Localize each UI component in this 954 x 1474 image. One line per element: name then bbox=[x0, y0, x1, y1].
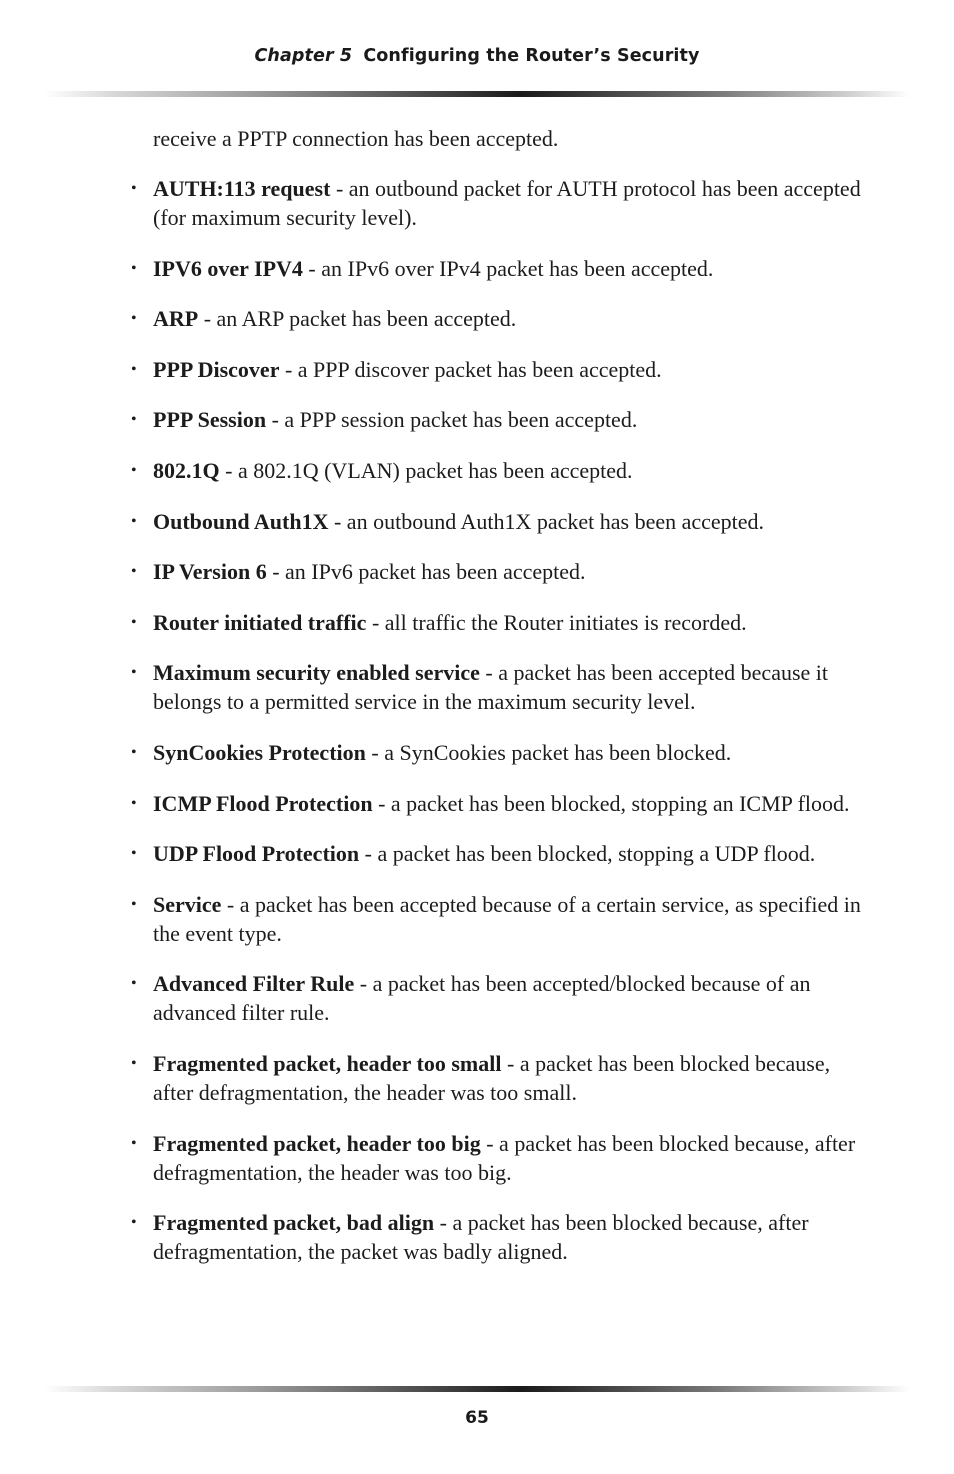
list-item bbox=[153, 789, 873, 818]
item-description: - a PPP discover packet has been accepted. bbox=[279, 356, 662, 382]
item-term: ICMP Flood Protection bbox=[153, 790, 373, 816]
intro-paragraph: receive a PPTP connection has been accepted. bbox=[153, 126, 559, 151]
running-header bbox=[0, 46, 954, 66]
item-term: AUTH:113 request bbox=[153, 176, 331, 201]
item-term: SynCookies Protection bbox=[153, 739, 366, 765]
item-term: UDP Flood Protection bbox=[153, 841, 360, 867]
list-item bbox=[153, 738, 873, 767]
item-description: - a packet has been blocked because, after defragmentation, the header was too small. bbox=[153, 1050, 831, 1105]
item-term: PPP Discover bbox=[153, 356, 280, 382]
list-item bbox=[153, 254, 873, 283]
list-item bbox=[153, 507, 873, 536]
list-item bbox=[153, 174, 873, 232]
page-number: 65 bbox=[465, 1408, 489, 1428]
item-description: - an IPv6 packet has been accepted. bbox=[266, 559, 586, 585]
footer-divider bbox=[44, 1386, 910, 1392]
list-item bbox=[153, 405, 873, 434]
item-description: - an ARP packet has been accepted. bbox=[198, 306, 517, 332]
list-item bbox=[153, 1049, 873, 1107]
item-term: Service bbox=[153, 891, 222, 917]
item-description: - a PPP session packet has been accepted. bbox=[266, 407, 638, 433]
item-term: Maximum security enabled service bbox=[153, 660, 480, 686]
item-term: Fragmented packet, header too small bbox=[153, 1050, 502, 1076]
header-divider bbox=[44, 91, 910, 97]
chapter-label: Chapter 5 bbox=[254, 46, 353, 66]
list-item bbox=[153, 839, 873, 868]
item-description: - a packet has been accepted because it belongs to a permitted service in the maximum security level. bbox=[153, 660, 829, 715]
item-description: - a packet has been blocked, stopping an ICMP flood. bbox=[372, 790, 850, 816]
list-item bbox=[153, 890, 873, 948]
list-item bbox=[153, 1129, 873, 1187]
list-item bbox=[153, 557, 873, 586]
item-term: Fragmented packet, bad align bbox=[153, 1210, 435, 1236]
event-type-list bbox=[153, 174, 873, 1266]
item-description: - an outbound Auth1X packet has been accepted. bbox=[328, 508, 765, 534]
list-item bbox=[153, 1208, 873, 1266]
item-term: PPP Session bbox=[153, 407, 267, 433]
item-term: Outbound Auth1X bbox=[153, 508, 329, 534]
list-item bbox=[153, 355, 873, 384]
item-description: - a 802.1Q (VLAN) packet has been accepted. bbox=[219, 457, 633, 483]
item-description: - an outbound packet for AUTH protocol has been accepted (for maximum security level). bbox=[153, 176, 861, 230]
item-description: - a packet has been accepted because of a certain service, as specified in the event type. bbox=[153, 891, 861, 946]
item-description: - a packet has been blocked because, after defragmentation, the packet was badly aligned. bbox=[153, 1210, 809, 1265]
item-description: - a packet has been blocked, stopping a UDP flood. bbox=[359, 841, 816, 867]
item-description: - all traffic the Router initiates is recorded. bbox=[366, 609, 747, 635]
item-term: IPV6 over IPV4 bbox=[153, 255, 303, 281]
list-item bbox=[153, 304, 873, 333]
item-description: - a packet has been blocked because, after defragmentation, the header was too big. bbox=[153, 1130, 856, 1185]
item-description: - an IPv6 over IPv4 packet has been accepted. bbox=[302, 255, 714, 281]
item-term: Advanced Filter Rule bbox=[153, 971, 355, 997]
item-term: Fragmented packet, header too big bbox=[153, 1130, 481, 1156]
item-term: IP Version 6 bbox=[153, 559, 267, 585]
list-item bbox=[153, 658, 873, 716]
item-term: ARP bbox=[153, 306, 199, 332]
item-description: - a packet has been accepted/blocked because of an advanced filter rule. bbox=[153, 971, 811, 1026]
page-body bbox=[153, 124, 873, 1288]
item-description: - a SynCookies packet has been blocked. bbox=[365, 739, 732, 765]
list-item bbox=[153, 456, 873, 485]
item-term: Router initiated traffic bbox=[153, 609, 367, 635]
chapter-title: Configuring the Router’s Security bbox=[363, 46, 700, 66]
list-item bbox=[153, 969, 873, 1027]
list-item bbox=[153, 608, 873, 637]
item-term: 802.1Q bbox=[153, 457, 220, 483]
